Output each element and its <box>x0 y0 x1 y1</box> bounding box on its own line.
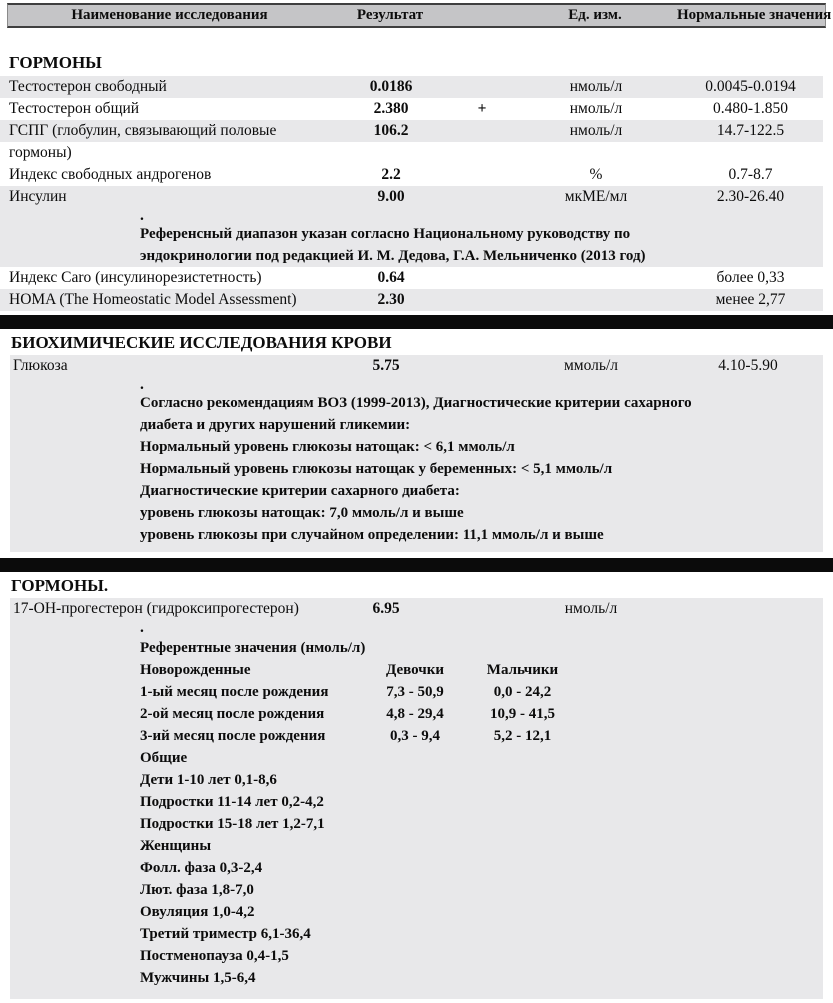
reference-table-row <box>10 703 823 725</box>
test-name: Тестостерон общий <box>9 100 140 117</box>
section-hormones-2 <box>0 574 833 999</box>
reference-line: Постменопауза 0,4-1,5 <box>140 948 289 964</box>
test-name: HOMA (The Homeostatic Model Assessment) <box>9 291 297 308</box>
section-hormones-1 <box>0 50 833 311</box>
dot-marker: . <box>140 376 144 393</box>
test-result: 6.95 <box>372 600 400 617</box>
test-result: 2.380 <box>373 100 409 117</box>
column-header-result: Результат <box>356 7 424 23</box>
test-row <box>10 355 823 377</box>
test-normal-range: 14.7-122.5 <box>716 122 785 139</box>
test-row <box>0 289 823 311</box>
test-units: % <box>589 166 603 183</box>
result-flag <box>450 76 514 98</box>
test-units: ммоль/л <box>563 357 618 374</box>
test-result: 0.0186 <box>369 78 413 95</box>
test-units: нмоль/л <box>569 122 623 139</box>
reference-table-header <box>10 659 823 681</box>
test-units: нмоль/л <box>564 600 618 617</box>
note-line: Диагностические критерии сахарного диабета: <box>140 483 460 499</box>
test-units <box>514 267 678 289</box>
ref-boys-value: 0,0 - 24,2 <box>493 684 552 700</box>
ref-boys-value: 5,2 - 12,1 <box>493 728 552 744</box>
note-line: эндокринологии под редакцией И. М. Дедова, Г.А. Мельниченко (2013 год) <box>140 248 646 264</box>
test-result: 0.64 <box>377 269 405 286</box>
ref-label: 2-ой месяц после рождения <box>140 706 325 722</box>
test-normal-range: 0.0045-0.0194 <box>705 78 796 95</box>
test-row <box>0 76 823 98</box>
section-biochemistry <box>0 331 833 552</box>
result-flag: + <box>477 100 487 117</box>
test-name: Тестостерон свободный <box>9 78 167 95</box>
test-units: нмоль/л <box>569 100 623 117</box>
result-flag <box>450 186 514 208</box>
result-flag <box>445 355 509 377</box>
column-header-bar <box>7 3 832 28</box>
test-normal-range: более 0,33 <box>716 269 785 286</box>
section-title: БИОХИМИЧЕСКИЕ ИССЛЕДОВАНИЯ КРОВИ <box>0 331 833 355</box>
reference-table-row <box>10 681 823 703</box>
separator-bar <box>0 558 833 572</box>
reference-line: Подростки 15-18 лет 1,2-7,1 <box>140 816 325 832</box>
result-flag <box>445 598 509 620</box>
ref-girls-value: 7,3 - 50,9 <box>386 684 444 700</box>
dot-marker: . <box>140 619 144 636</box>
test-name: Индекс Caro (инсулинорезистетность) <box>9 269 262 286</box>
column-header-name: Наименование исследования <box>71 7 268 23</box>
test-name: Глюкоза <box>13 357 68 374</box>
test-normal-range: менее 2,77 <box>715 291 786 308</box>
ref-header-label: Новорожденные <box>140 662 251 678</box>
reference-line: Мужчины 1,5-6,4 <box>140 970 256 986</box>
test-result: 106.2 <box>373 122 409 139</box>
result-flag <box>450 289 514 311</box>
reference-line: Лют. фаза 1,8-7,0 <box>140 882 254 898</box>
ref-label: 3-ий месяц после рождения <box>140 728 326 744</box>
ref-boys-value: 10,9 - 41,5 <box>490 706 555 722</box>
test-name: 17-OH-прогестерон (гидроксипрогестерон) <box>13 600 299 617</box>
test-normal-range <box>673 598 823 620</box>
test-result: 2.2 <box>381 166 401 183</box>
test-result: 2.30 <box>377 291 405 308</box>
note-line: диабета и других нарушений гликемии: <box>140 417 411 433</box>
test-name: ГСПГ (глобулин, связывающий половые гормоны) <box>9 122 277 161</box>
test-name: Инсулин <box>9 188 67 205</box>
note-line: уровень глюкозы натощак: 7,0 ммоль/л и выше <box>140 505 464 521</box>
reference-table-row <box>10 725 823 747</box>
test-units <box>514 289 678 311</box>
result-flag <box>450 164 514 186</box>
test-row <box>0 120 823 164</box>
reference-line: Общие <box>140 750 188 766</box>
reference-line: Женщины <box>140 838 212 854</box>
reference-line: Фолл. фаза 0,3-2,4 <box>140 860 263 876</box>
column-header-normal: Нормальные значения <box>677 7 832 23</box>
note-line: Согласно рекомендациям ВОЗ (1999-2013), Диагностические критерии сахарного <box>140 395 692 411</box>
dot-marker: . <box>140 207 144 224</box>
separator-bar <box>0 315 833 329</box>
test-normal-range: 4.10-5.90 <box>718 357 778 374</box>
section-title: ГОРМОНЫ <box>9 53 102 72</box>
section-title: ГОРМОНЫ. <box>0 574 833 598</box>
ref-header-boys: Мальчики <box>486 662 559 678</box>
note-line: Нормальный уровень глюкозы натощак у беременных: < 5,1 ммоль/л <box>140 461 613 477</box>
test-units: нмоль/л <box>569 78 623 95</box>
ref-label: 1-ый месяц после рождения <box>140 684 329 700</box>
test-row <box>0 98 823 120</box>
reference-line: Овуляция 1,0-4,2 <box>140 904 255 920</box>
ref-girls-value: 0,3 - 9,4 <box>390 728 440 744</box>
test-result: 9.00 <box>377 188 405 205</box>
reference-line: Третий триместр 6,1-36,4 <box>140 926 311 942</box>
result-flag <box>450 120 514 164</box>
ref-girls-value: 4,8 - 29,4 <box>386 706 444 722</box>
note-line: уровень глюкозы при случайном определении: 11,1 ммоль/л и выше <box>140 527 604 543</box>
result-flag <box>450 267 514 289</box>
test-row <box>0 267 823 289</box>
biochemistry-panel <box>10 355 823 552</box>
note-line: Референсный диапазон указан согласно Национальному руководству по <box>140 226 631 242</box>
reference-line: Подростки 11-14 лет 0,2-4,2 <box>140 794 324 810</box>
test-name: Индекс свободных андрогенов <box>9 166 212 183</box>
hormones-panel <box>10 598 823 999</box>
reference-values-title: Референтные значения (нмоль/л) <box>140 640 366 656</box>
test-units: мкМЕ/мл <box>564 188 628 205</box>
reference-line: Дети 1-10 лет 0,1-8,6 <box>140 772 277 788</box>
test-normal-range: 0.480-1.850 <box>713 100 788 117</box>
test-result: 5.75 <box>372 357 400 374</box>
ref-header-girls: Девочки <box>385 662 444 678</box>
test-row <box>0 186 823 208</box>
test-normal-range: 0.7-8.7 <box>728 166 773 183</box>
note-line: Нормальный уровень глюкозы натощак: < 6,1 ммоль/л <box>140 439 515 455</box>
test-row <box>0 164 823 186</box>
column-header-units: Ед. изм. <box>568 7 622 23</box>
test-row <box>10 598 823 620</box>
test-normal-range: 2.30-26.40 <box>716 188 785 205</box>
reference-note <box>0 208 823 267</box>
